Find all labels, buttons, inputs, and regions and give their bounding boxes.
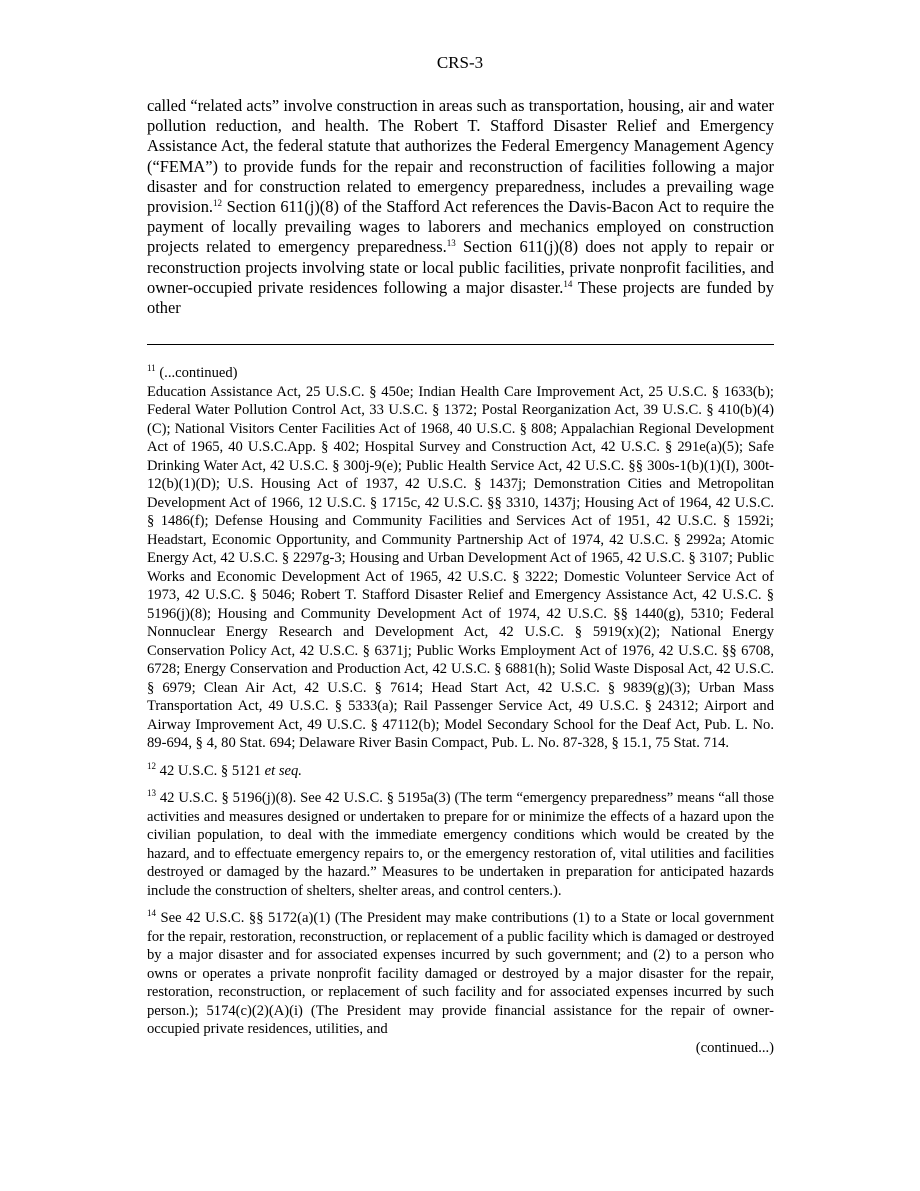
footnote-number-14: 14 bbox=[147, 908, 156, 918]
footnote-13 bbox=[147, 789, 774, 900]
body-text-part-4: These projects are funded by other bbox=[147, 277, 774, 318]
footnote-number-13: 13 bbox=[147, 788, 156, 798]
body-text-part-1: called “related acts” involve construction in areas such as transportation, housing, air and water pollution reduction, and health. The Robert T. Stafford Disaster Relief and Emergency Assistance Act, the federal statute that authorizes the Federal Emergency Management Agency (“FEMA”) to provide funds for the repair and reconstruction of facilities following a major disaster and for construction related to emergency preparedness, includes a prevailing wage provision. bbox=[147, 96, 774, 217]
body-text-part-3: Section 611(j)(8) does not apply to repair or reconstruction projects involving state or local public facilities, private nonprofit facilities, and owner-occupied private residences following a major disaster. bbox=[147, 237, 774, 297]
page-header: CRS-3 bbox=[436, 53, 484, 72]
footnote-13-text: 42 U.S.C. § 5196(j)(8). See 42 U.S.C. § 5195a(3) (The term “emergency preparedness” means “all those activities and measures designed or undertaken to prepare for or minimize the effects of a hazard upon the civilian population, to deal with the immediate emergency conditions which would be created by the hazard, and to effectuate emergency repairs to, or the emergency restoration of, vital utilities and facilities destroyed or damaged by the hazard.” Measures to be undertaken in preparation for anticipated hazards include the construction of shelters, shelter areas, and control centers.). bbox=[147, 790, 774, 899]
footnote-ref-14[interactable]: 14 bbox=[563, 278, 573, 289]
footnotes-section bbox=[147, 364, 774, 1057]
body-paragraph bbox=[147, 96, 774, 318]
footnote-number-11: 11 bbox=[147, 363, 156, 373]
footnote-12 bbox=[147, 762, 774, 781]
footnote-ref-12[interactable]: 12 bbox=[213, 198, 223, 209]
continued-marker: (continued...) bbox=[695, 1039, 774, 1056]
body-text-part-2: Section 611(j)(8) of the Stafford Act references the Davis-Bacon Act to require the payment of locally prevailing wages to laborers and mechanics employed on construction projects related to emergency preparedness. bbox=[147, 197, 774, 257]
footnote-14 bbox=[147, 909, 774, 1057]
footnote-11-continued-label: (...continued) bbox=[155, 365, 238, 381]
footnote-ref-13[interactable]: 13 bbox=[446, 238, 456, 249]
footnote-11 bbox=[147, 364, 774, 753]
footnote-14-text: See 42 U.S.C. §§ 5172(a)(1) (The President may make contributions (1) to a State or local government for the repair, restoration, reconstruction, or replacement of a public facility which is damaged or destroyed by a major disaster and for associated expenses incurred by such government; and (2) to a person who owns or operates a private nonprofit facility damaged or destroyed by a major disaster for the repair, restoration, reconstruction, or replacement of such facility and for associated expenses incurred by such person.); 5174(c)(2)(A)(i) (The President may provide financial assistance for the repair of owner-occupied private residences, utilities, and bbox=[147, 910, 774, 1037]
footnote-number-12: 12 bbox=[147, 760, 156, 771]
footnote-12-italic: et seq. bbox=[264, 762, 302, 779]
footnote-12-text: 42 U.S.C. § 5121 bbox=[156, 762, 265, 779]
footnote-11-text: Education Assistance Act, 25 U.S.C. § 450e; Indian Health Care Improvement Act, 25 U.S.C. § 1633(b); Federal Water Pollution Control Act, 33 U.S.C. § 1372; Postal Reorganization Act, 39 U.S.C. § 410(b)(4)(C); National Visitors Center Facilities Act of 1968, 40 U.S.C. § 808; Appalachian Regional Development Act of 1965, 40 U.S.C.App. § 402; Hospital Survey and Construction Act, 42 U.S.C. § 291e(a)(5); Safe Drinking Water Act, 42 U.S.C. § 300j-9(e); Public Health Service Act, 42 U.S.C. §§ 300s-1(b)(1)(I), 300t-12(b)(1)(D); U.S. Housing Act of 1937, 42 U.S.C. § 1437j; Demonstration Cities and Metropolitan Development Act of 1966, 12 U.S.C. § 1715c, 42 U.S.C. §§ 3310, 1437j; Housing Act of 1964, 42 U.S.C. § 1486(f); Defense Housing and Community Facilities and Services Act of 1951, 42 U.S.C. § 1592i; Headstart, Economic Opportunity, and Community Partnership Act of 1974, 42 U.S.C. § 2992a; Atomic Energy Act, 42 U.S.C. § 2297g-3; Housing and Urban Development Act of 1965, 42 U.S.C. § 3107; Public Works and Economic Development Act of 1965, 42 U.S.C. § 3222; Domestic Volunteer Service Act of 1973, 42 U.S.C. § 5046; Robert T. Stafford Disaster Relief and Emergency Assistance Act, 42 U.S.C. § 5196(j)(8); Housing and Community Development Act of 1974, 42 U.S.C. §§ 1440(g), 5310; Federal Nonnuclear Energy Research and Development Act, 42 U.S.C. § 5919(x)(2); National Energy Conservation Policy Act, 42 U.S.C. § 6371j; Public Works Employment Act of 1976, 42 U.S.C. §§ 6708, 6728; Energy Conservation and Production Act, 42 U.S.C. § 6881(h); Solid Waste Disposal Act, 42 U.S.C. § 6979; Clean Air Act, 42 U.S.C. § 7614; Head Start Act, 42 U.S.C. § 9839(g)(3); Urban Mass Transportation Act, 49 U.S.C. § 5333(a); Rail Passenger Service Act, 49 U.S.C. § 24312; Airport and Airway Improvement Act, 49 U.S.C. § 47112(b); Model Secondary School for the Deaf Act, Pub. L. No. 89-694, § 4, 80 Stat. 694; Delaware River Basin Compact, Pub. L. No. 87-328, § 15.1, 75 Stat. 714. bbox=[147, 383, 774, 751]
footnote-divider bbox=[147, 344, 774, 345]
